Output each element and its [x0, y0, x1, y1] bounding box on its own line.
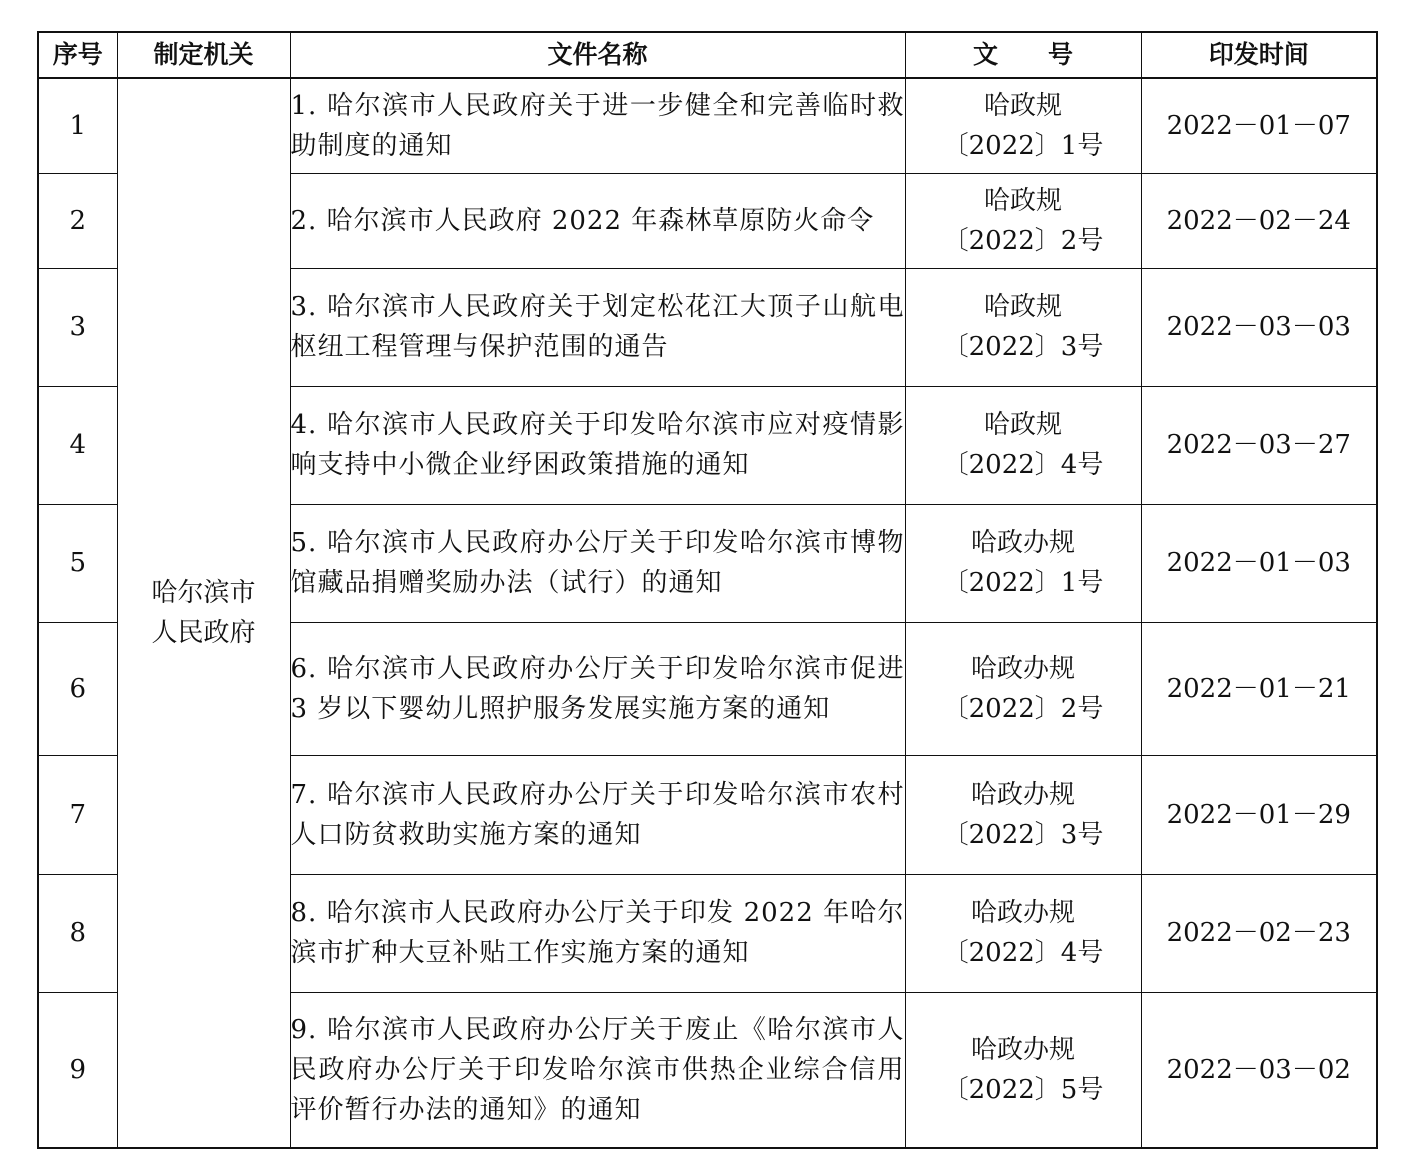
row-date: 2022－03－27	[1141, 386, 1377, 504]
doc-number-prefix: 哈政规	[983, 90, 1062, 121]
header-org: 制定机关	[117, 32, 290, 78]
doc-number-serial: 〔2022〕3号	[942, 819, 1104, 850]
row-title: 2. 哈尔滨市人民政府 2022 年森林草原防火命令	[290, 173, 905, 268]
row-seq: 1	[38, 78, 117, 173]
issuing-authority-line: 哈尔滨市	[151, 578, 256, 608]
doc-number-prefix: 哈政规	[983, 410, 1062, 440]
header-date: 印发时间	[1141, 32, 1377, 78]
row-title: 5. 哈尔滨市人民政府办公厅关于印发哈尔滨市博物馆藏品捐赠奖励办法（试行）的通知	[290, 504, 905, 622]
row-date: 2022－01－07	[1141, 78, 1377, 173]
doc-number-prefix: 哈政办规	[970, 653, 1075, 684]
issuing-authority-cell	[117, 78, 290, 1148]
row-date: 2022－01－21	[1141, 622, 1377, 755]
header-title: 文件名称	[290, 32, 905, 78]
issuing-authority-line: 人民政府	[151, 618, 256, 648]
row-title: 6. 哈尔滨市人民政府办公厅关于印发哈尔滨市促进 3 岁以下婴幼儿照护服务发展实施方案的通知	[290, 622, 905, 755]
doc-number-prefix: 哈政办规	[970, 779, 1075, 810]
doc-number-serial: 〔2022〕1号	[942, 568, 1104, 598]
row-date: 2022－02－23	[1141, 874, 1377, 992]
row-doc-number	[905, 874, 1141, 992]
row-title: 7. 哈尔滨市人民政府办公厅关于印发哈尔滨市农村人口防贫救助实施方案的通知	[290, 755, 905, 874]
row-seq: 3	[38, 268, 117, 386]
doc-number-prefix: 哈政规	[983, 292, 1062, 322]
doc-number-serial: 〔2022〕1号	[942, 130, 1104, 161]
header-number: 文 号	[905, 32, 1141, 78]
row-seq: 5	[38, 504, 117, 622]
doc-number-prefix: 哈政办规	[970, 528, 1075, 558]
row-date: 2022－02－24	[1141, 173, 1377, 268]
row-title: 4. 哈尔滨市人民政府关于印发哈尔滨市应对疫情影响支持中小微企业纾困政策措施的通知	[290, 386, 905, 504]
doc-number-serial: 〔2022〕4号	[942, 450, 1104, 480]
table-row	[38, 78, 1377, 173]
row-doc-number	[905, 504, 1141, 622]
row-seq: 8	[38, 874, 117, 992]
doc-number-prefix: 哈政办规	[970, 898, 1075, 928]
header-seq: 序号	[38, 32, 117, 78]
row-doc-number	[905, 755, 1141, 874]
row-date: 2022－01－03	[1141, 504, 1377, 622]
row-date: 2022－03－03	[1141, 268, 1377, 386]
row-title: 3. 哈尔滨市人民政府关于划定松花江大顶子山航电枢纽工程管理与保护范围的通告	[290, 268, 905, 386]
doc-number-serial: 〔2022〕5号	[942, 1074, 1104, 1105]
doc-number-serial: 〔2022〕4号	[942, 938, 1104, 968]
row-title: 8. 哈尔滨市人民政府办公厅关于印发 2022 年哈尔滨市扩种大豆补贴工作实施方案的通知	[290, 874, 905, 992]
row-seq: 7	[38, 755, 117, 874]
table-header-row	[38, 32, 1377, 78]
regulation-table	[37, 31, 1378, 1149]
row-date: 2022－01－29	[1141, 755, 1377, 874]
row-doc-number	[905, 268, 1141, 386]
doc-number-prefix: 哈政办规	[970, 1034, 1075, 1065]
row-doc-number	[905, 622, 1141, 755]
row-doc-number	[905, 173, 1141, 268]
row-seq: 6	[38, 622, 117, 755]
row-doc-number	[905, 78, 1141, 173]
doc-number-serial: 〔2022〕2号	[942, 693, 1104, 724]
row-doc-number	[905, 386, 1141, 504]
doc-number-prefix: 哈政规	[983, 185, 1062, 216]
doc-number-serial: 〔2022〕2号	[942, 225, 1104, 256]
doc-number-serial: 〔2022〕3号	[942, 332, 1104, 362]
row-date: 2022－03－02	[1141, 992, 1377, 1148]
row-title: 1. 哈尔滨市人民政府关于进一步健全和完善临时救助制度的通知	[290, 78, 905, 173]
row-seq: 4	[38, 386, 117, 504]
row-doc-number	[905, 992, 1141, 1148]
row-title: 9. 哈尔滨市人民政府办公厅关于废止《哈尔滨市人民政府办公厅关于印发哈尔滨市供热企业综合信用评价暂行办法的通知》的通知	[290, 992, 905, 1148]
row-seq: 9	[38, 992, 117, 1148]
row-seq: 2	[38, 173, 117, 268]
